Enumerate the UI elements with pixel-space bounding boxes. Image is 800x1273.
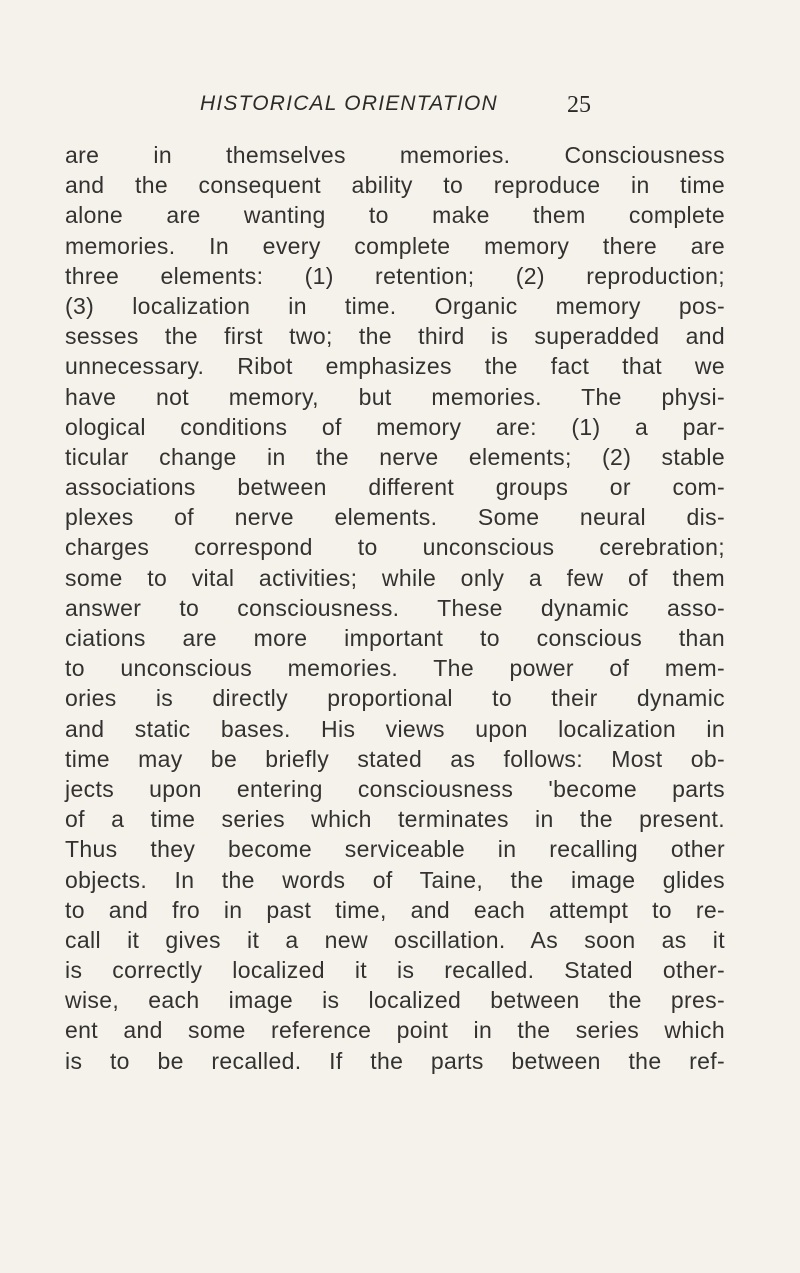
text-line: answer to consciousness. These dynamic asso-	[65, 594, 725, 621]
text-line: to and fro in past time, and each attempt to re-	[65, 896, 725, 923]
text-line: ciations are more important to conscious than	[65, 625, 725, 651]
text-line: ticular change in the nerve elements; (2) stable	[65, 443, 725, 470]
text-line: Thus they become serviceable in recalling other	[65, 836, 725, 863]
text-line: is to be recalled. If the parts between the ref-	[65, 1047, 725, 1074]
text-line: call it gives it a new oscillation. As soon as it	[65, 926, 725, 953]
running-title: HISTORICAL ORIENTATION	[200, 92, 498, 115]
text-line: plexes of nerve elements. Some neural dis-	[65, 504, 725, 531]
text-line: and static bases. His views upon localization in	[65, 715, 725, 742]
text-line: time may be briefly stated as follows: Most ob-	[65, 745, 725, 772]
text-line: charges correspond to unconscious cerebration;	[65, 534, 725, 561]
text-line: associations between different groups or com-	[65, 474, 725, 501]
text-line: objects. In the words of Taine, the image glides	[65, 866, 725, 893]
text-line: ent and some reference point in the series which	[65, 1017, 725, 1044]
text-line: sesses the first two; the third is superadded and	[65, 323, 725, 350]
text-line: wise, each image is localized between the pres-	[65, 987, 725, 1014]
text-line: alone are wanting to make them complete	[65, 202, 725, 229]
text-line: three elements: (1) retention; (2) reproduction;	[65, 262, 725, 289]
text-line: and the consequent ability to reproduce in time	[65, 172, 725, 199]
text-line: is correctly localized it is recalled. Stated other-	[65, 957, 725, 984]
text-line: to unconscious memories. The power of mem-	[65, 655, 725, 682]
text-line: some to vital activities; while only a few of them	[65, 564, 725, 591]
text-line: ories is directly proportional to their dynamic	[65, 685, 725, 712]
text-line: ological conditions of memory are: (1) a par-	[65, 413, 725, 440]
text-line: of a time series which terminates in the present.	[65, 806, 725, 833]
running-header	[0, 92, 800, 122]
text-line: have not memory, but memories. The physi-	[65, 383, 725, 410]
text-line: jects upon entering consciousness 'become parts	[65, 775, 725, 802]
text-line: are in themselves memories. Consciousness	[65, 142, 725, 168]
text-line: memories. In every complete memory there are	[65, 232, 725, 259]
text-line: unnecessary. Ribot emphasizes the fact that we	[65, 353, 725, 380]
page-number: 25	[567, 92, 591, 118]
text-line: (3) localization in time. Organic memory pos-	[65, 292, 725, 319]
body-text	[65, 140, 725, 1076]
